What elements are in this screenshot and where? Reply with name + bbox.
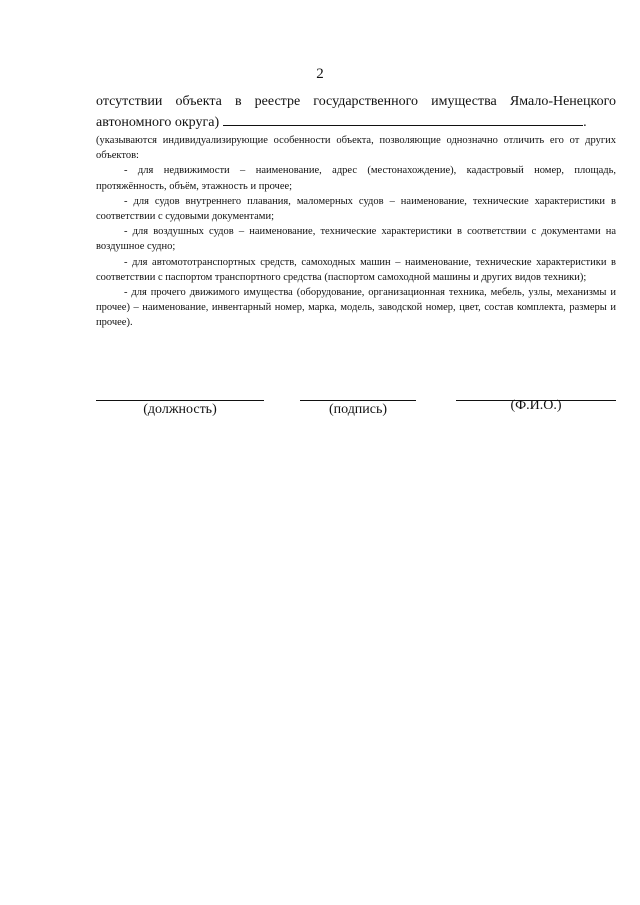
note-intro: (указываются индивидуализирующие особенности объекта, позволяющие однозначно отличить его от других объектов: xyxy=(96,135,616,162)
signature-line[interactable] xyxy=(300,400,416,401)
blank-fill-line[interactable] xyxy=(223,112,583,126)
page-number: 2 xyxy=(316,66,324,82)
name-label: (Ф.И.О.) xyxy=(510,398,562,413)
main-text: отсутствии объекта в реестре государственного имущества Ямало-Ненецкого автономного округа) xyxy=(96,94,616,130)
document-body xyxy=(96,92,616,331)
main-paragraph xyxy=(96,92,616,133)
note-item-real-estate: - для недвижимости – наименование, адрес (местонахождение), кадастровый номер, площадь, протяжённость, объём, этажность и прочее; xyxy=(96,165,616,192)
position-label: (должность) xyxy=(143,402,217,417)
end-mark: . xyxy=(583,115,587,130)
note-item-vehicles: - для автомототранспортных средств, самоходных машин – наименование, технические характеристики в соответствии с паспортом транспортного средства (паспортом самоходной машины и других видов техники); xyxy=(96,256,616,283)
note-item-vessels: - для судов внутреннего плавания, маломерных судов – наименование, технические характеристики в соответствии с судовыми документами; xyxy=(96,195,616,223)
note-item-aircraft: - для воздушных судов – наименование, технические характеристики в соответствии с документами на воздушное судно; xyxy=(96,226,616,253)
note-item-movable-property: - для прочего движимого имущества (оборудование, организационная техника, мебель, узлы, механизмы и прочее) – наименование, инвентарный номер, марка, модель, заводской номер, цвет, состав комплекта, размеры и прочее). xyxy=(96,287,616,329)
position-signature-line[interactable] xyxy=(96,400,264,401)
signature-label: (подпись) xyxy=(328,402,388,417)
